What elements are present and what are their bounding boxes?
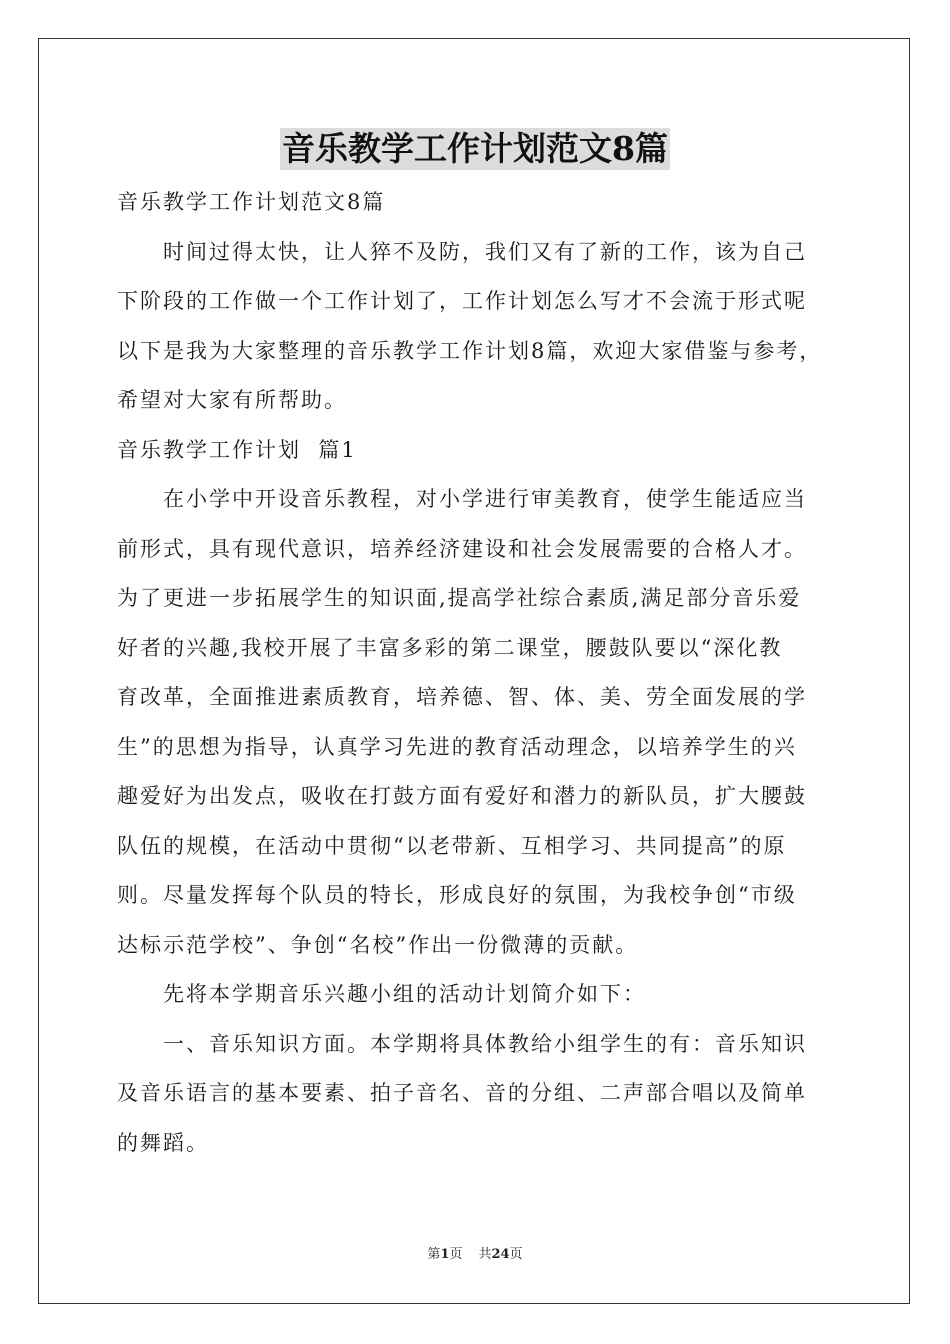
section-heading: 音乐教学工作计划 篇1 (117, 437, 357, 462)
page-number: 1 (440, 1247, 450, 1262)
title-container (0, 128, 950, 170)
total-prefix: 共 (478, 1247, 492, 1262)
point-one-line: 一、音乐知识方面。本学期将具体教给小组学生的有：音乐知识 (163, 1031, 807, 1056)
intro-line: 希望对大家有所帮助。 (117, 388, 347, 412)
total-pages: 24 (491, 1247, 510, 1262)
section-line: 育改革，全面推进素质教育，培养德、智、体、美、劳全面发展的学 (117, 685, 807, 709)
point-one-line: 的舞蹈。 (117, 1130, 209, 1155)
total-suffix: 页 (509, 1247, 523, 1262)
intro-line: 下阶段的工作做一个工作计划了，工作计划怎么写才不会流于形式呢 (117, 289, 807, 313)
point-one-line: 及音乐语言的基本要素、拍子音名、音的分组、二声部合唱以及简单 (117, 1081, 807, 1105)
section-line: 达标示范学校”、争创“名校”作出一份微薄的贡献。 (117, 932, 639, 957)
page-footer (0, 1243, 950, 1262)
section-line: 前形式，具有现代意识，培养经济建设和社会发展需要的合格人才。 (117, 536, 807, 561)
section-line: 则。尽量发挥每个队员的特长，形成良好的氛围，为我校争创“市级 (117, 883, 797, 907)
section-line: 队伍的规模，在活动中贯彻“以老带新、互相学习、共同提高”的原 (117, 833, 787, 858)
intro-line: 以下是我为大家整理的音乐教学工作计划8篇，欢迎大家借鉴与参考， (117, 338, 823, 363)
section-line: 好者的兴趣,我校开展了丰富多彩的第二课堂，腰鼓队要以“深化教 (117, 635, 783, 660)
section-line: 为了更进一步拓展学生的知识面,提高学社综合素质,满足部分音乐爱 (117, 586, 802, 610)
document-body (117, 178, 837, 1168)
plan-intro: 先将本学期音乐兴趣小组的活动计划简介如下： (163, 982, 646, 1006)
intro-line: 时间过得太快，让人猝不及防，我们又有了新的工作，该为自己 (163, 239, 807, 264)
page-suffix: 页 (449, 1247, 463, 1262)
section-line: 生”的思想为指导，认真学习先进的教育活动理念，以培养学生的兴 (117, 734, 797, 759)
section-line: 在小学中开设音乐教程，对小学进行审美教育，使学生能适应当 (163, 487, 807, 511)
document-title: 音乐教学工作计划范文8篇 (282, 129, 668, 168)
section-line: 趣爱好为出发点，吸收在打鼓方面有爱好和潜力的新队员，扩大腰鼓 (117, 784, 807, 808)
document-subtitle: 音乐教学工作计划范文8篇 (117, 190, 386, 214)
page-prefix: 第 (427, 1247, 441, 1262)
